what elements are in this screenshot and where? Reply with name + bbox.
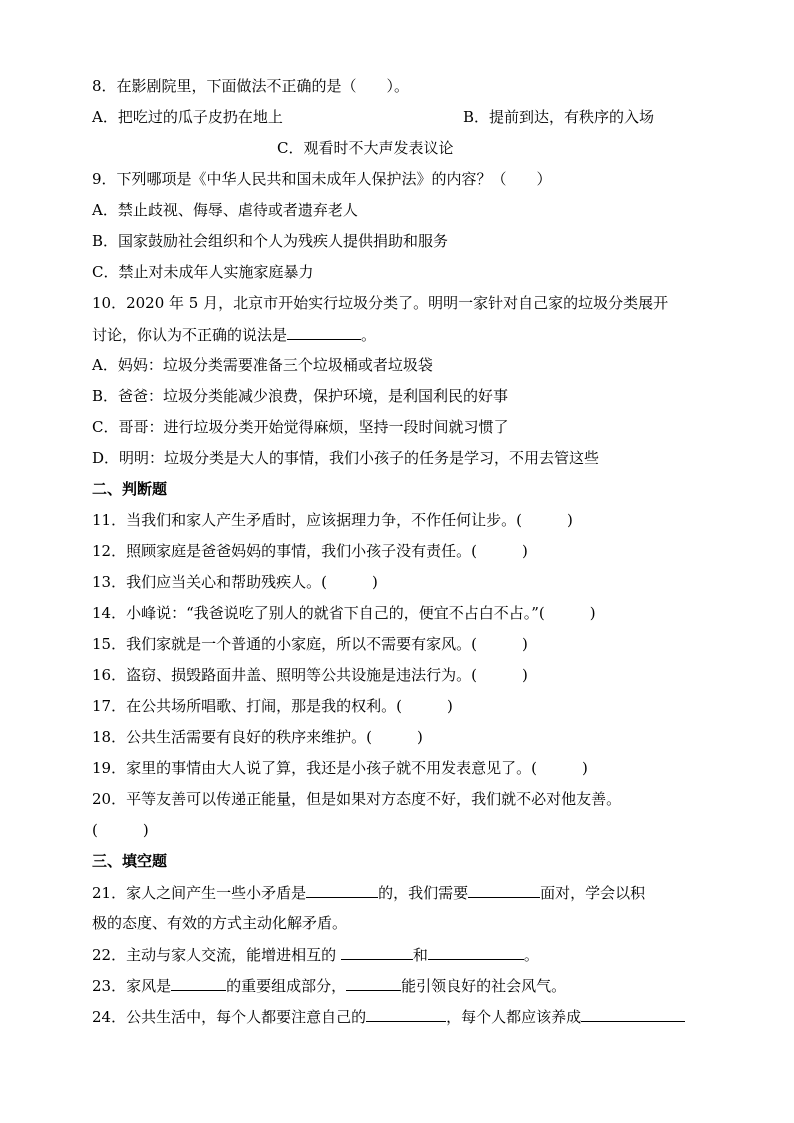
answer-blank[interactable] <box>581 1006 685 1022</box>
question-20-line2: ( ) <box>92 821 149 839</box>
question-23-text-c: 能引领良好的社会风气。 <box>401 977 567 995</box>
question-10-stem-text: 讨论，你认为不正确的说法是 <box>92 326 288 344</box>
question-23-text-a: 23．家风是 <box>92 977 172 995</box>
question-9-stem: 9．下列哪项是《中华人民共和国未成年人保护法》的内容？（ ） <box>92 170 552 188</box>
question-24-text-a: 24．公共生活中，每个人都要注意自己的 <box>92 1008 367 1026</box>
answer-blank[interactable] <box>287 324 361 340</box>
question-14: 14．小峰说：“我爸说吃了别人的就省下自己的，便宜不占白不占。”( ) <box>92 604 596 622</box>
question-21-line2: 极的态度、有效的方式主动化解矛盾。 <box>92 914 348 932</box>
question-16: 16．盗窃、损毁路面井盖、照明等公共设施是违法行为。( ) <box>92 666 528 684</box>
question-21-text-c: 面对，学会以积 <box>540 884 646 902</box>
answer-blank[interactable] <box>366 1006 446 1022</box>
question-21-text-b: 的，我们需要 <box>378 884 469 902</box>
question-8-option-a: A．把吃过的瓜子皮扔在地上 <box>92 108 283 126</box>
question-22-text-c: 。 <box>523 946 539 964</box>
question-21-text-a: 21．家人之间产生一些小矛盾是 <box>92 884 307 902</box>
question-12: 12．照顾家庭是爸爸妈妈的事情，我们小孩子没有责任。( ) <box>92 542 528 560</box>
question-10-stem-line2 <box>92 324 376 345</box>
question-10-option-c: C．哥哥：进行垃圾分类开始觉得麻烦，坚持一段时间就习惯了 <box>92 418 509 436</box>
question-17: 17．在公共场所唱歌、打闹，那是我的权利。( ) <box>92 697 453 715</box>
answer-blank[interactable] <box>346 975 401 991</box>
answer-blank[interactable] <box>341 944 413 960</box>
question-8-option-c: C．观看时不大声发表议论 <box>277 139 454 157</box>
question-18: 18．公共生活需要有良好的秩序来维护。( ) <box>92 728 423 746</box>
question-10-option-b: B．爸爸：垃圾分类能减少浪费，保护环境，是利国利民的好事 <box>92 387 509 405</box>
question-23-text-b: 的重要组成部分， <box>226 977 347 995</box>
question-23 <box>92 975 566 996</box>
question-10-stem-end: 。 <box>361 326 377 344</box>
answer-blank[interactable] <box>306 882 378 898</box>
answer-blank[interactable] <box>171 975 226 991</box>
section-heading-judgement: 二、判断题 <box>92 480 168 498</box>
question-24-text-b: ，每个人都应该养成 <box>446 1008 582 1026</box>
answer-blank[interactable] <box>428 944 524 960</box>
question-13: 13．我们应当关心和帮助残疾人。( ) <box>92 573 378 591</box>
question-9-option-c: C．禁止对未成年人实施家庭暴力 <box>92 263 314 281</box>
question-10-stem-line1: 10．2020 年 5 月，北京市开始实行垃圾分类了。明明一家针对自己家的垃圾分类展开 <box>92 294 669 312</box>
question-9-option-b: B．国家鼓励社会组织和个人为残疾人提供捐助和服务 <box>92 232 449 250</box>
answer-blank[interactable] <box>468 882 540 898</box>
question-8-stem: 8．在影剧院里，下面做法不正确的是（ ）。 <box>92 77 410 95</box>
question-22 <box>92 944 539 965</box>
question-24 <box>92 1006 685 1027</box>
question-19: 19．家里的事情由大人说了算，我还是小孩子就不用发表意见了。( ) <box>92 759 588 777</box>
question-15: 15．我们家就是一个普通的小家庭，所以不需要有家风。( ) <box>92 635 528 653</box>
question-22-text-b: 和 <box>412 946 428 964</box>
question-9-option-a: A．禁止歧视、侮辱、虐待或者遗弃老人 <box>92 201 358 219</box>
question-20-line1: 20．平等友善可以传递正能量，但是如果对方态度不好，我们就不必对他友善。 <box>92 790 622 808</box>
question-10-option-d: D．明明：垃圾分类是大人的事情，我们小孩子的任务是学习，不用去管这些 <box>92 449 600 467</box>
question-10-option-a: A．妈妈：垃圾分类需要准备三个垃圾桶或者垃圾袋 <box>92 356 433 374</box>
question-21-line1 <box>92 882 645 903</box>
question-22-text-a: 22．主动与家人交流，能增进相互的 <box>92 946 337 964</box>
question-11: 11．当我们和家人产生矛盾时，应该据理力争，不作任何让步。( ) <box>92 511 573 529</box>
question-8-option-b: B．提前到达，有秩序的入场 <box>463 108 655 126</box>
section-heading-fill-blank: 三、填空题 <box>92 852 168 870</box>
